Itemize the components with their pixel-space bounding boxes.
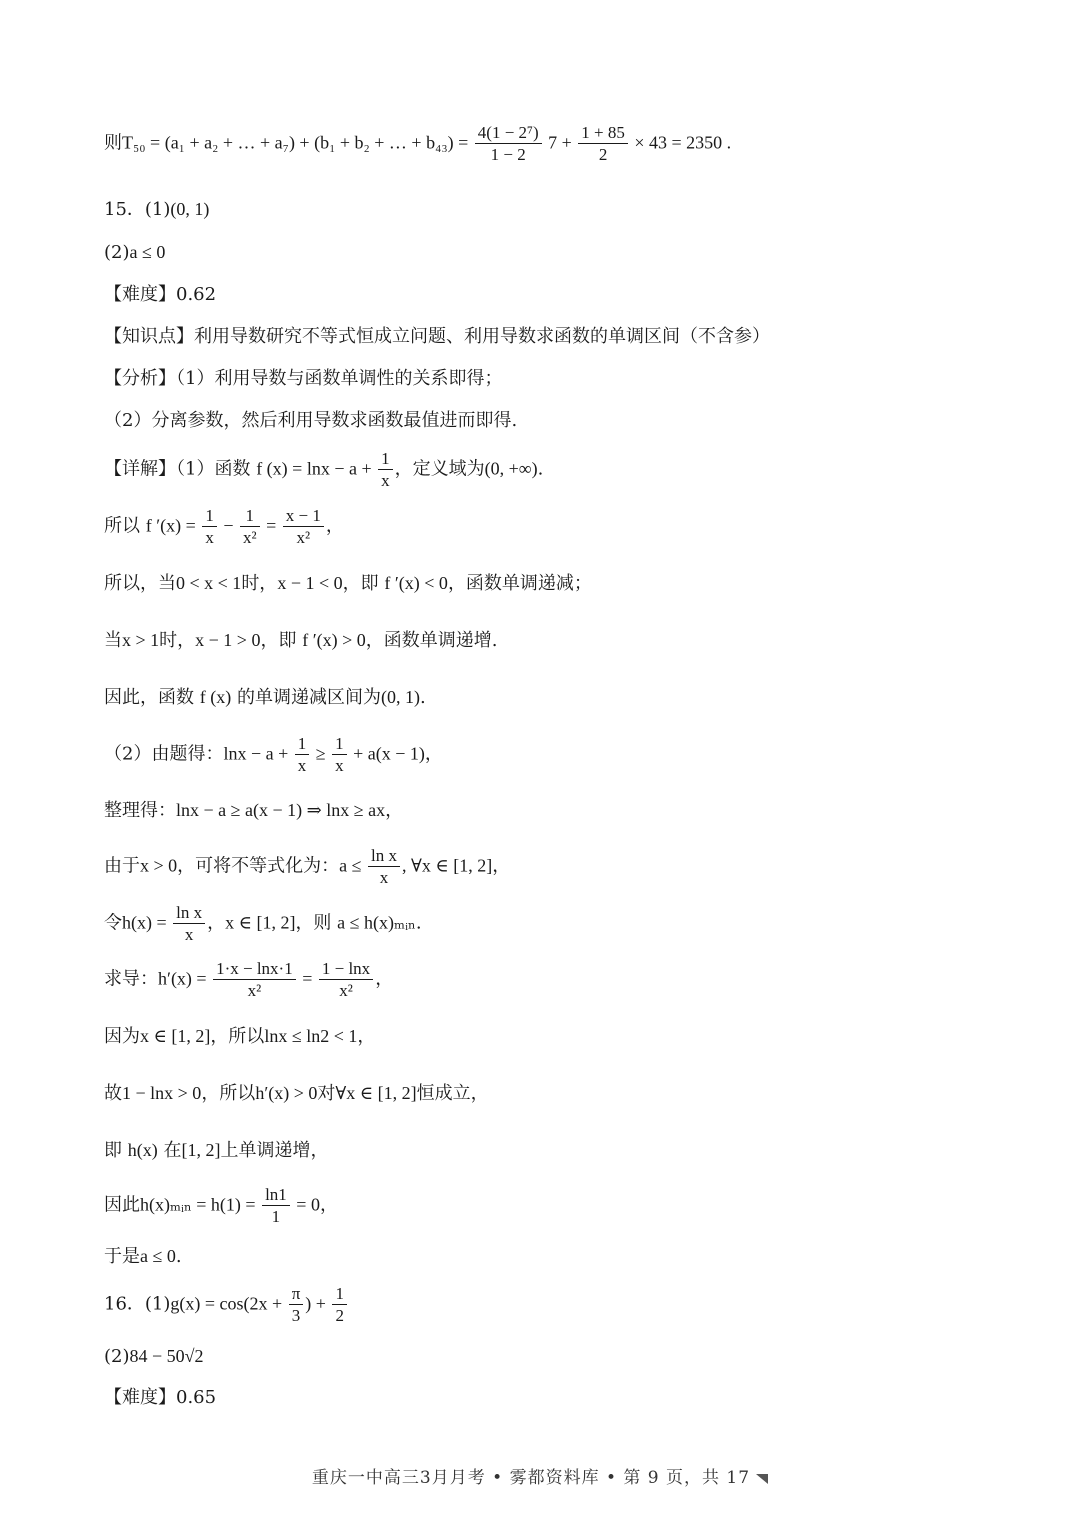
math-expression: x ∈ [1, 2] [225,912,296,933]
text-run: 在 [157,1140,182,1161]
text-run: . [175,1246,182,1267]
math-expression: f ′(x) = [145,515,201,536]
fraction-denominator: x² [296,528,311,547]
text-run: 因此，函数 [104,687,200,708]
text-run: ， [375,968,394,990]
text-run: 所以，当 [104,573,176,594]
fraction-denominator: x² [242,528,257,547]
text-line [104,243,165,262]
math-expression: , ∀x ∈ [1, 2] [402,855,493,876]
math-expression: [1, 2] [181,1140,221,1160]
text-run: 由于 [104,855,140,877]
math-expression: (0, +∞) [484,458,538,479]
math-expression: f ′(x) > 0 [302,630,366,650]
fraction-denominator: 2 [335,1306,344,1325]
text-run: ， [385,800,404,821]
text-run: ， [424,743,443,765]
text-line [104,328,770,346]
math-expression: f ′(x) < 0 [384,573,448,593]
math-expression: − [218,515,238,536]
text-line [104,1247,182,1266]
text-run: 16．(1) [104,1293,171,1315]
text-line [104,1084,489,1103]
text-run: 整理得： [104,800,176,821]
text-run: ，可将不等式化为： [177,855,340,877]
text-run: . [415,912,422,934]
math-expression: g(x) = cos(2x + [170,1293,287,1314]
math-expression: ) + [305,1293,331,1314]
text-run: 【知识点】利用导数研究不等式恒成立问题、利用导数求函数的单调区间（不含参） [104,326,770,347]
fraction [240,507,260,546]
text-line [104,200,209,219]
text-run: ，则 [295,912,338,934]
text-line [104,735,443,774]
text-run: 时， [241,573,278,594]
fraction-numerator: 1 [295,735,310,755]
fraction-numerator: 1 − lnx [319,960,373,980]
text-line [104,960,393,999]
math-expression: + a(x − 1) [348,743,425,764]
fraction-numerator: 1·x − lnx·1 [213,960,296,980]
text-line [104,801,403,820]
math-expression: x − 1 > 0 [195,630,261,650]
text-line [104,1285,349,1324]
math-expression: x ∈ [1, 2] [140,1026,211,1046]
text-run: 因此 [104,1194,140,1216]
text-run: 恒成立， [416,1083,489,1104]
fraction-numerator: 1 [240,507,260,527]
fraction-numerator: ln1 [262,1186,290,1206]
math-expression: a ≤ [339,855,367,876]
text-run: . [419,687,426,708]
text-line [104,1347,204,1366]
text-run: 的单调递减区间为 [231,687,381,708]
text-line [104,1186,338,1225]
fraction [378,450,393,489]
text-run: ，所以 [201,1083,256,1104]
text-run: 因为 [104,1026,140,1047]
text-run: 即 [104,1140,128,1161]
fraction-denominator: x [184,925,194,944]
fraction-denominator: x [297,756,307,775]
math-expression: = [261,515,281,536]
page-footer [0,1463,1080,1488]
footer-text: 重庆一中高三3月月考 • 雾都资料库 • 第 9 页，共 17 [311,1468,751,1488]
math-expression: lnx − a + [223,743,293,764]
text-line [104,450,543,489]
text-run: 所以 [104,515,146,537]
text-line [104,124,731,163]
math-expression: x − 1 < 0 [277,573,343,593]
text-run: ，函数单调递减； [447,573,592,594]
text-run: ， [357,1026,376,1047]
math-expression: x > 1 [122,630,160,650]
text-line [104,370,502,388]
fraction-denominator: 1 − 2 [490,145,526,164]
fraction [295,735,310,774]
text-run: （2）由题得： [104,743,224,765]
text-line [104,688,426,707]
math-expression: 0 < x < 1 [176,573,242,593]
math-expression: 7 + [543,132,577,153]
math-expression: a ≤ h(x)ₘᵢₙ [337,912,416,933]
corner-mark-icon [756,1474,768,1484]
fraction [289,1285,304,1324]
math-expression: h′(x) = [158,968,212,989]
fraction [578,124,628,163]
math-expression: h(x) [127,1140,158,1160]
text-line [104,507,344,546]
math-expression: a ≤ 0 [129,242,166,262]
math-expression: h(x)ₘᵢₙ = h(1) = [140,1194,261,1215]
fraction-numerator: π [289,1285,304,1305]
text-run: ，定义域为 [394,458,485,480]
math-expression: a ≤ 0 [140,1246,176,1266]
text-run: 则 [104,132,122,154]
fraction-numerator: 1 [202,507,217,527]
math-expression: lnx − a ≥ a(x − 1) ⇒ lnx ≥ ax [176,800,386,820]
text-run: (2) [104,242,130,263]
math-expression: 84 − 50√2 [129,1346,204,1366]
math-expression: h(x) = [122,912,172,933]
text-run: ， [325,515,344,537]
text-run: ， [207,912,226,934]
math-expression: lnx ≤ ln2 < 1 [264,1026,358,1046]
fraction [213,960,296,999]
text-run: ， [319,1194,338,1216]
fraction [332,735,347,774]
text-run: ， [492,855,511,877]
text-run: 求导： [104,968,158,990]
text-run: 【难度】0.62 [104,284,217,305]
text-run: ，即 [260,630,303,651]
text-line [104,412,517,430]
text-run: 令 [104,912,122,934]
math-expression: 1 − lnx > 0 [122,1083,202,1103]
text-run: 于是 [104,1246,140,1267]
fraction-numerator: 1 [332,735,347,755]
text-run: ，即 [342,573,385,594]
text-line [104,1389,216,1407]
text-run: 【分析】（1）利用导数与函数单调性的关系即得； [104,368,503,389]
math-expression: = [297,968,317,989]
text-line [104,1027,375,1046]
fraction-numerator: x − 1 [283,507,324,527]
text-line [104,286,216,304]
math-expression: ≥ [311,743,331,764]
text-run: ，所以 [210,1026,265,1047]
fraction-denominator: x² [247,981,262,1000]
text-line [104,847,510,886]
fraction-numerator: 1 + 85 [578,124,628,144]
math-expression: ∀x ∈ [1, 2] [335,1083,417,1103]
fraction-numerator: 1 [378,450,393,470]
math-expression: h′(x) > 0 [255,1083,318,1103]
math-expression: f (x) [199,687,232,707]
fraction [368,847,400,886]
text-run: 时， [159,630,196,651]
math-expression: × 43 = 2350 . [629,132,732,153]
fraction-numerator: ln x [173,904,205,924]
text-run: 故 [104,1083,122,1104]
text-run: . [537,458,544,480]
text-run: 【详解】（1）函数 [104,458,257,480]
text-run: 15．(1) [104,199,171,220]
fraction-denominator: 3 [291,1306,301,1325]
fraction-numerator: 1 [332,1285,347,1305]
math-expression: = 0 [291,1194,320,1215]
text-line [104,904,422,943]
math-expression: x > 0 [140,855,178,876]
math-expression: (0, 1) [170,199,210,219]
fraction [202,507,217,546]
math-expression: f (x) = lnx − a + [256,458,377,479]
fraction-denominator: x [379,868,389,887]
math-expression: T₅₀ = (a₁ + a₂ + … + a₇) + (b₁ + b₂ + … + b₄₃) = [122,132,473,153]
fraction [332,1285,347,1324]
fraction [262,1186,290,1225]
text-run: 【难度】0.65 [104,1387,217,1408]
text-run: 对 [317,1083,336,1104]
fraction [173,904,205,943]
text-run: 上单调递增， [220,1140,329,1161]
fraction-denominator: x [381,471,390,490]
fraction-denominator: x [335,756,344,775]
text-line [104,574,592,593]
fraction-denominator: 1 [271,1207,281,1226]
text-line [104,1141,328,1160]
math-expression: (0, 1) [380,687,420,707]
fraction-denominator: x [205,528,214,547]
fraction [475,124,542,163]
text-run: (2) [104,1346,130,1367]
text-run: 当 [104,630,122,651]
fraction [283,507,324,546]
fraction-denominator: 2 [598,145,608,164]
fraction-numerator: 4(1 − 2⁷) [475,124,542,144]
fraction-denominator: x² [339,981,353,1000]
text-line [104,631,498,650]
fraction [319,960,373,999]
text-run: （2）分离参数，然后利用导数求函数最值进而即得. [104,410,518,431]
text-run: ，函数单调递增. [365,630,498,651]
fraction-numerator: ln x [368,847,400,867]
